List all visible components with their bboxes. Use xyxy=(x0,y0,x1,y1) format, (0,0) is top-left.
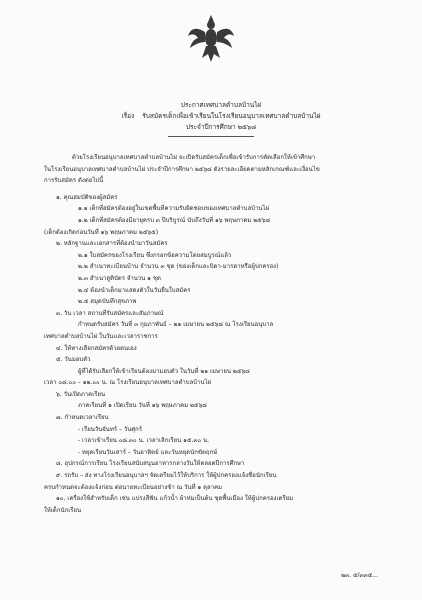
document-line: เวลา ๐๘.๐๐ – ๑๒.๐๐ น. ณ โรงเรียนอนุบาลเทศบาลตำบลบ้านไผ่ xyxy=(44,379,212,387)
document-line: ๑๐. เครื่องใช้สำหรับเด็ก เช่น แปรงสีฟัน แก้วน้ำ ผ้าห่มเป็นต้น ชุดพื้นเมือง ให้ผู้ปกครองเตรียม xyxy=(56,495,294,503)
intro-line: ด้วยโรงเรียนอนุบาลเทศบาลตำบลบ้านไผ่ จะเปิดรับสมัครเด็กเพื่อเข้ารับการคัดเลือกให้เข้าศึกษา xyxy=(72,154,316,161)
subject-line xyxy=(60,111,382,122)
announcement-title: ประกาศเทศบาลตำบลบ้านไผ่ xyxy=(180,101,262,109)
document-line: ๑.๑ เด็กที่สมัครต้องอยู่ในเขตพื้นที่ความรับผิดชอบของเทศบาลตำบลบ้านไผ่ xyxy=(78,205,269,213)
document-line: ๕. วันมอบตัว xyxy=(56,356,91,364)
document-line: ภาคเรียนที่ ๑ เปิดเรียน วันที่ ๑๖ พฤษภาคม ๒๕๖๘ xyxy=(78,402,207,410)
document-line: ผู้ที่ได้รับเลือกให้เข้าเรียนต้องมามอบตัว ในวันที่ ๒๑ เมษายน ๒๕๖๘ xyxy=(78,367,250,375)
document-line: - หยุดเรียนวันเสาร์ – วันอาทิตย์ และวันหยุดนักขัตฤกษ์ xyxy=(78,448,218,456)
document-line: ๗. กำหนดเวลาเรียน xyxy=(56,414,109,422)
document-title-block xyxy=(60,100,382,133)
document-line: - เรียนวันจันทร์ – วันศุกร์ xyxy=(78,425,143,433)
document-line: กำหนดรับสมัคร วันที่ ๓ กุมภาพันธ์ – ๒๑ เมษายน ๒๕๖๘ ณ โรงเรียนอนุบาล xyxy=(78,321,274,329)
document-line: ๑.๒ เด็กที่สมัครต้องมีอายุครบ ๓ ปีบริบูรณ์ นับถึงวันที่ ๑๖ พฤษภาคม ๒๕๖๘ xyxy=(78,216,271,224)
document-line: เทศบาลตำบลบ้านไผ่ ในวันและเวลาราชการ xyxy=(44,332,158,340)
subject-label: เรื่อง xyxy=(121,112,135,120)
document-body xyxy=(44,152,382,516)
document-line: ๒.๔ ต้องนำเด็กมาแสดงตัวในวันยื่นใบสมัคร xyxy=(78,286,191,294)
intro-line: การรับสมัคร ดังต่อไปนี้ xyxy=(44,177,104,185)
subject-text: รับสมัครเด็กเพื่อเข้าเรียนในโรงเรียนอนุบาลเทศบาลตำบลบ้านไผ่ xyxy=(142,112,321,120)
document-line: ครบกำหนดจะต้องแจ้งก่อน ต่อนายทะเบียนอย่างช้า ณ วันที่ ๑ ตุลาคม xyxy=(44,483,223,491)
document-line: ๒. หลักฐานและเอกสารที่ต้องนำมาวันสมัคร xyxy=(56,240,168,248)
document-line: ๒.๕ สมุดบันทึกสุขภาพ xyxy=(78,298,137,306)
document-line: ๒.๓ สำเนาสูติบัตร จำนวน ๑ ชุด xyxy=(78,274,161,282)
document-line: (เด็กต้องเกิดก่อนวันที่ ๑๖ พฤษภาคม ๒๕๖๕) xyxy=(44,228,159,236)
section-list xyxy=(44,192,382,517)
document-line: ๒.๒ สำเนาทะเบียนบ้าน จำนวน ๓ ชุด (ของเด็กและบิดา-มารดาหรือผู้ปกครอง) xyxy=(78,263,279,271)
page-continuation: ๒๓. ๕/๓๓๕... xyxy=(341,572,378,579)
document-line: ให้เด็กนักเรียน xyxy=(44,506,82,514)
document-line: ๔. ให้ทางเลือกสมัครด้วยตนเอง xyxy=(56,344,137,352)
document-line: ๒.๑ ใบสมัครของโรงเรียน ซึ่งกรอกข้อความโดยสมบูรณ์แล้ว xyxy=(78,251,232,259)
document-line: ๖. วันเปิดภาคเรียน xyxy=(56,390,106,398)
document-line: - เวลาเข้าเรียน ๐๘.๓๐ น. เวลาเลิกเรียน ๑๕.๓๐ น. xyxy=(78,437,210,445)
title-divider xyxy=(168,136,254,137)
document-line: ๙. รถรับ – ส่ง ทางโรงเรียนอนุบาลฯ จัดเตรียมไว้ให้บริการ ให้ผู้ปกครองแจ้งชื่อนักเรียน xyxy=(56,472,277,480)
intro-line: ในโรงเรียนอนุบาลเทศบาลตำบลบ้านไผ่ ประจำปีการศึกษา ๒๕๖๘ ดังรายละเอียดตามหลักเกณฑ์และเงื่อนไข xyxy=(44,165,320,173)
garuda-emblem-icon xyxy=(186,10,236,66)
document-line: ๘. อุปกรณ์การเรียน โรงเรียนสนับสนุนอาหารกลางวันให้ตลอดปีการศึกษา xyxy=(56,460,245,468)
document-line: ๓. วัน เวลา สถานที่รับสมัครและสัมภาษณ์ xyxy=(56,309,164,317)
document-line: ๑. คุณสมบัติของผู้สมัคร xyxy=(56,193,118,201)
academic-year: ประจำปีการศึกษา ๒๕๖๘ xyxy=(185,123,257,131)
